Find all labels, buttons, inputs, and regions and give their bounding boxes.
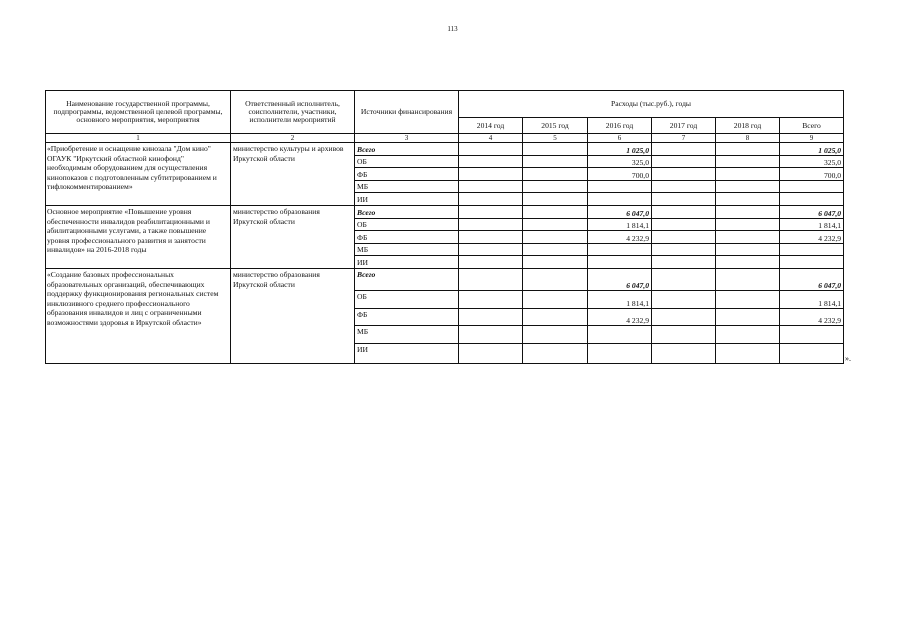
value-2014 — [459, 309, 523, 326]
value-2015 — [523, 181, 588, 193]
table-row — [46, 269, 844, 291]
value-2015 — [523, 291, 588, 309]
column-number: 4 — [459, 134, 523, 143]
value-2016: 6 047,0 — [588, 206, 652, 219]
value-2018 — [716, 244, 780, 256]
funding-source: МБ — [355, 244, 459, 256]
table-row — [46, 143, 844, 156]
table-row — [46, 206, 844, 219]
header-sources: Источники финансирования — [355, 91, 459, 134]
value-total: 4 232,9 — [780, 309, 844, 326]
value-2015 — [523, 219, 588, 231]
value-total — [780, 193, 844, 206]
value-2014 — [459, 168, 523, 181]
column-number: 5 — [523, 134, 588, 143]
value-2017 — [652, 326, 716, 344]
value-2018 — [716, 326, 780, 344]
value-2016 — [588, 256, 652, 269]
funding-source: ФБ — [355, 309, 459, 326]
value-2017 — [652, 244, 716, 256]
value-2015 — [523, 168, 588, 181]
measure-name-line: образовательных организаций, обеспечивающих — [47, 279, 205, 289]
value-2014 — [459, 269, 523, 291]
value-2017 — [652, 168, 716, 181]
value-2016: 6 047,0 — [588, 269, 652, 291]
value-2014 — [459, 181, 523, 193]
value-2018 — [716, 181, 780, 193]
header-year-2016: 2016 год — [588, 118, 652, 134]
executor-line: министерство образования — [233, 207, 320, 216]
value-2016: 1 814,1 — [588, 219, 652, 231]
header-executor-line: соисполнители, участники, — [248, 108, 337, 116]
value-total — [780, 256, 844, 269]
funding-source: Всего — [355, 206, 459, 219]
measure-name-cell — [46, 269, 231, 364]
value-2015 — [523, 269, 588, 291]
header-year-2014: 2014 год — [459, 118, 523, 134]
funding-source: ФБ — [355, 168, 459, 181]
value-2018 — [716, 156, 780, 168]
header-name-line: основного мероприятия, мероприятия — [76, 116, 200, 124]
value-2015 — [523, 193, 588, 206]
column-number: 9 — [780, 134, 844, 143]
value-2016 — [588, 193, 652, 206]
value-total — [780, 326, 844, 344]
value-2018 — [716, 344, 780, 364]
value-2017 — [652, 231, 716, 244]
measure-name-line: возможностями здоровья в Иркутской области» — [47, 317, 202, 327]
value-2016: 4 232,9 — [588, 309, 652, 326]
page-number: 113 — [447, 25, 458, 33]
value-total — [780, 344, 844, 364]
executor-cell — [231, 206, 355, 269]
funding-source: ОБ — [355, 291, 459, 309]
value-2018 — [716, 143, 780, 156]
measure-name-line: «Создание базовых профессиональных — [47, 270, 174, 279]
column-number: 8 — [716, 134, 780, 143]
funding-source: ОБ — [355, 219, 459, 231]
header-expenses: Расходы (тыс.руб.), годы — [459, 91, 844, 118]
value-2014 — [459, 291, 523, 309]
value-2018 — [716, 256, 780, 269]
value-2014 — [459, 231, 523, 244]
value-2016: 1 025,0 — [588, 143, 652, 156]
value-2018 — [716, 309, 780, 326]
measure-name-line: абилитационными услугами, а также повышение — [47, 226, 207, 236]
measure-name-line: образования инвалидов и лиц с ограниченными — [47, 308, 202, 318]
value-2018 — [716, 206, 780, 219]
value-2015 — [523, 309, 588, 326]
measure-name-line: Основное мероприятие «Повышение уровня — [47, 207, 192, 216]
measure-name-line: инвалидов» на 2016-2018 годы — [47, 245, 147, 255]
closing-quote-mark: ». — [845, 354, 851, 363]
header-name-line: подпрограммы, ведомственной целевой программы, — [53, 108, 223, 116]
value-2017 — [652, 181, 716, 193]
value-2015 — [523, 244, 588, 256]
measure-name-line: тифлокомментированием» — [47, 182, 133, 192]
column-number: 3 — [355, 134, 459, 143]
value-total: 1 814,1 — [780, 291, 844, 309]
value-2014 — [459, 143, 523, 156]
value-2016 — [588, 244, 652, 256]
value-total: 700,0 — [780, 168, 844, 181]
header-year-2015: 2015 год — [523, 118, 588, 134]
measure-name-line: поддержку функционирования региональных систем — [47, 289, 219, 299]
value-2016: 4 232,9 — [588, 231, 652, 244]
column-number: 6 — [588, 134, 652, 143]
funding-source: ФБ — [355, 231, 459, 244]
header-total: Всего — [780, 118, 844, 134]
measure-name-line: инклюзивного среднего профессионального — [47, 298, 190, 308]
value-2016 — [588, 344, 652, 364]
funding-source: МБ — [355, 181, 459, 193]
value-total: 1 814,1 — [780, 219, 844, 231]
executor-cell — [231, 143, 355, 206]
header-name-line: Наименование государственной программы, — [66, 100, 210, 108]
value-2015 — [523, 256, 588, 269]
value-2016: 325,0 — [588, 156, 652, 168]
value-total: 6 047,0 — [780, 206, 844, 219]
header-name — [46, 91, 231, 134]
value-2015 — [523, 231, 588, 244]
executor-line: министерство образования — [233, 270, 320, 279]
value-2018 — [716, 269, 780, 291]
value-2018 — [716, 231, 780, 244]
value-2016: 1 814,1 — [588, 291, 652, 309]
executor-line: Иркутской области — [233, 216, 295, 226]
value-2014 — [459, 206, 523, 219]
value-2015 — [523, 206, 588, 219]
executor-line: Иркутской области — [233, 279, 295, 289]
funding-source: ИИ — [355, 344, 459, 364]
header-year-2017: 2017 год — [652, 118, 716, 134]
measure-name-line: обеспеченности инвалидов реабилитационными и — [47, 216, 210, 226]
value-total: 325,0 — [780, 156, 844, 168]
value-2017 — [652, 344, 716, 364]
value-2017 — [652, 309, 716, 326]
value-total — [780, 244, 844, 256]
value-2017 — [652, 143, 716, 156]
funding-source: ИИ — [355, 193, 459, 206]
value-2018 — [716, 168, 780, 181]
measure-name-cell — [46, 143, 231, 206]
value-2017 — [652, 219, 716, 231]
value-total: 1 025,0 — [780, 143, 844, 156]
measure-name-line: ОГАУК "Иркутский областной кинофонд" — [47, 153, 184, 163]
value-2014 — [459, 344, 523, 364]
value-2017 — [652, 193, 716, 206]
column-number: 7 — [652, 134, 716, 143]
value-2014 — [459, 326, 523, 344]
value-2018 — [716, 291, 780, 309]
funding-source: Всего — [355, 143, 459, 156]
header-executor — [231, 91, 355, 134]
value-total: 6 047,0 — [780, 269, 844, 291]
value-2017 — [652, 156, 716, 168]
value-2014 — [459, 156, 523, 168]
value-2017 — [652, 256, 716, 269]
value-total: 4 232,9 — [780, 231, 844, 244]
funding-source: МБ — [355, 326, 459, 344]
header-year-2018: 2018 год — [716, 118, 780, 134]
header-executor-line: Ответственный исполнитель, — [245, 100, 340, 108]
value-2016 — [588, 181, 652, 193]
value-total — [780, 181, 844, 193]
executor-line: министерство культуры и архивов — [233, 144, 344, 153]
value-2014 — [459, 193, 523, 206]
value-2015 — [523, 156, 588, 168]
value-2014 — [459, 256, 523, 269]
value-2015 — [523, 143, 588, 156]
measure-name-line: кинопоказов с подготовленным субтитрированием и — [47, 172, 217, 182]
executor-cell — [231, 269, 355, 364]
value-2018 — [716, 193, 780, 206]
measure-name-cell — [46, 206, 231, 269]
executor-line: Иркутской области — [233, 153, 295, 163]
budget-table — [45, 90, 844, 364]
measure-name-line: уровня профессионального развития и занятости — [47, 235, 206, 245]
value-2017 — [652, 291, 716, 309]
value-2014 — [459, 219, 523, 231]
value-2015 — [523, 326, 588, 344]
value-2017 — [652, 269, 716, 291]
measure-name-line: необходимым оборудованием для осуществления — [47, 163, 208, 173]
funding-source: ИИ — [355, 256, 459, 269]
header-executor-line: исполнители мероприятий — [249, 116, 336, 124]
value-2018 — [716, 219, 780, 231]
funding-source: ОБ — [355, 156, 459, 168]
value-2016 — [588, 326, 652, 344]
column-number: 2 — [231, 134, 355, 143]
funding-source: Всего — [355, 269, 459, 291]
value-2017 — [652, 206, 716, 219]
value-2016: 700,0 — [588, 168, 652, 181]
value-2014 — [459, 244, 523, 256]
value-2015 — [523, 344, 588, 364]
column-number: 1 — [46, 134, 231, 143]
measure-name-line: «Приобретение и оснащение кинозала "Дом кино" — [47, 144, 211, 153]
